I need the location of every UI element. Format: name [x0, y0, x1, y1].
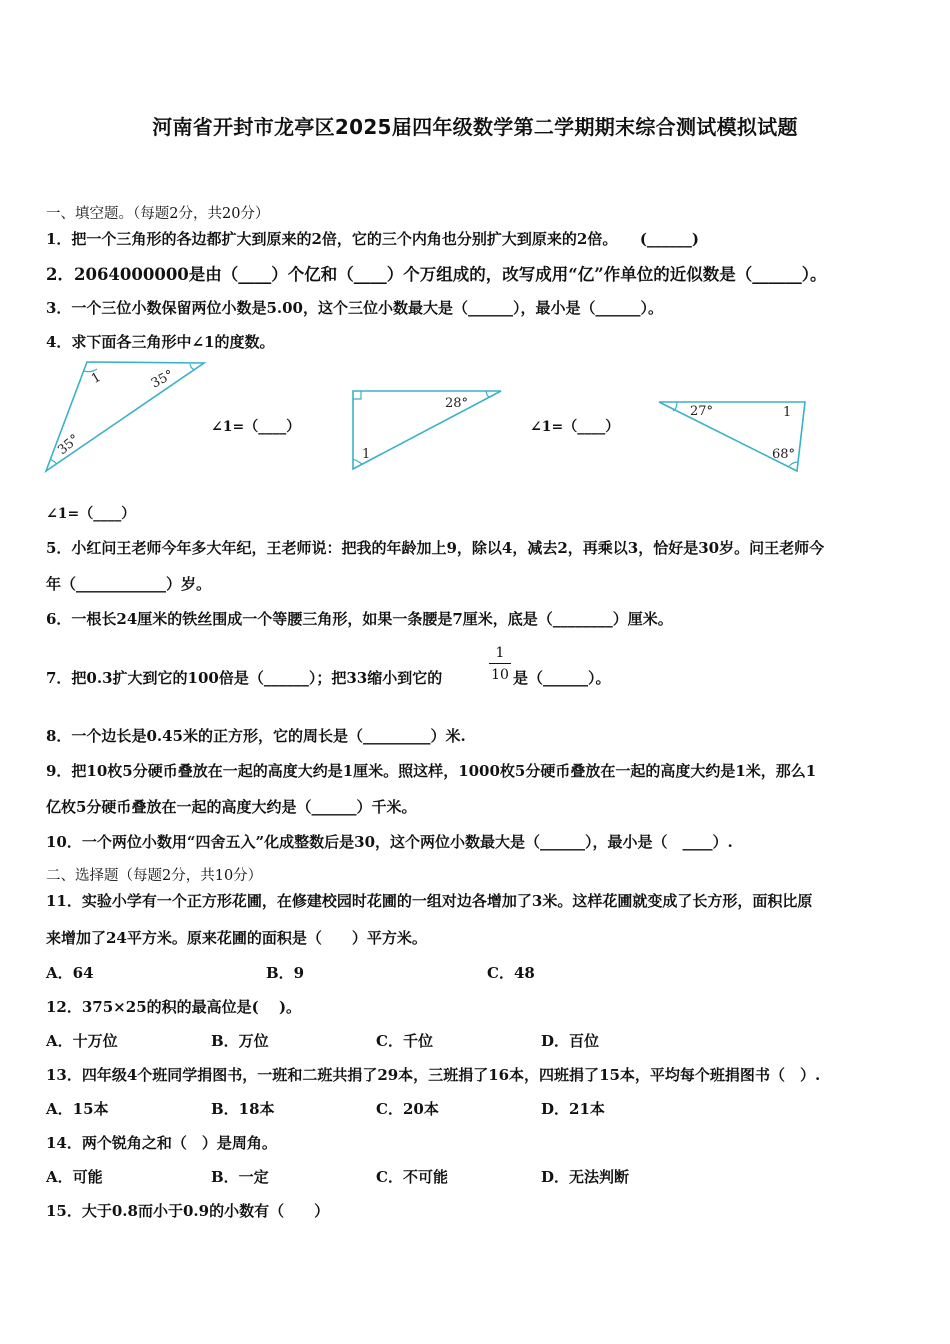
q14-option-a: A．可能 — [46, 1168, 103, 1186]
q13-option-c: C．20本 — [376, 1100, 439, 1118]
fraction-one-tenth — [489, 643, 511, 686]
q13-option-b: B．18本 — [211, 1100, 275, 1118]
triangle-2-angle-mark — [353, 459, 362, 464]
triangle-2-shape — [353, 391, 501, 469]
q14-option-b: B．一定 — [211, 1168, 269, 1186]
question-9-line-1: 9．把10枚5分硬币叠放在一起的高度大约是1厘米。照这样，1000枚5分硬币叠放在一起的高度大约是1米，那么1 — [46, 762, 817, 780]
triangle-2-angle-1: 1 — [362, 447, 371, 462]
triangle-1-shape — [46, 362, 204, 471]
right-angle-mark — [353, 391, 361, 399]
triangle-figure-2 — [350, 389, 506, 473]
question-15: 15．大于0.8而小于0.9的小数有（ ） — [46, 1202, 330, 1220]
question-11-line-2: 来增加了24平方米。原来花圃的面积是（ ）平方米。 — [46, 929, 427, 947]
q11-option-a: A．64 — [46, 964, 94, 982]
triangle-1-angle-1: 1 — [89, 369, 104, 387]
question-5-line-1: 5．小红问王老师今年多大年纪，王老师说：把我的年龄加上9，除以4，减去2，再乘以3，恰好是30岁。问王老师今 — [46, 539, 825, 557]
triangle-3-angle-1: 1 — [783, 405, 792, 420]
question-7-part-2: 是（______）。 — [513, 669, 611, 687]
question-5-line-2: 年（____________）岁。 — [46, 575, 212, 593]
answer-angle-3: ∠1=（____） — [46, 506, 136, 522]
triangle-2-angle-28: 28° — [445, 396, 469, 411]
q13-option-a: A．15本 — [46, 1100, 109, 1118]
question-14: 14．两个锐角之和（ ）是周角。 — [46, 1134, 277, 1152]
triangle-figure-1 — [44, 360, 208, 474]
question-3: 3．一个三位小数保留两位小数是5.00，这个三位小数最大是（______），最小是（______）。 — [46, 299, 663, 317]
question-6: 6．一根长24厘米的铁丝围成一个等腰三角形，如果一条腰是7厘米，底是（________）厘米。 — [46, 610, 673, 628]
question-9-line-2: 亿枚5分硬币叠放在一起的高度大约是（______）千米。 — [46, 798, 417, 816]
q11-option-c: C．48 — [487, 964, 535, 982]
answer-angle-2: ∠1=（____） — [530, 419, 620, 435]
page-title: 河南省开封市龙亭区2025届四年级数学第二学期期末综合测试模拟试题 — [152, 115, 798, 139]
triangle-3-angle-mark — [789, 462, 798, 466]
q13-option-d: D．21本 — [541, 1100, 605, 1118]
q12-option-a: A．十万位 — [46, 1032, 118, 1050]
question-11-line-1: 11．实验小学有一个正方形花圃，在修建校园时花圃的一组对边各增加了3米。这样花圃就变成了长方形，面积比原 — [46, 892, 813, 910]
q12-option-b: B．万位 — [211, 1032, 269, 1050]
triangle-1-angle-mark — [50, 459, 57, 464]
question-8: 8．一个边长是0.45米的正方形，它的周长是（_________）米. — [46, 727, 466, 745]
answer-angle-1: ∠1=（____） — [211, 419, 301, 435]
question-2: 2．2064000000是由（____）个亿和（____）个万组成的，改写成用“亿”作单位的近似数是（______）。 — [46, 265, 827, 284]
triangle-1-angle-35-bottom: 35° — [55, 431, 83, 459]
question-4: 4．求下面各三角形中∠1的度数。 — [46, 333, 275, 351]
q11-option-b: B．9 — [266, 964, 305, 982]
q12-option-d: D．百位 — [541, 1032, 600, 1050]
q14-option-c: C．不可能 — [376, 1168, 448, 1186]
question-13: 13．四年级4个班同学捐图书，一班和二班共捐了29本，三班捐了16本，四班捐了15本，平均每个班捐图书（ ）. — [46, 1066, 821, 1084]
triangle-3-angle-27: 27° — [690, 404, 714, 419]
question-1: 1．把一个三角形的各边都扩大到原来的2倍，它的三个内角也分别扩大到原来的2倍。 (______) — [46, 230, 700, 248]
question-12: 12．375×25的积的最高位是( )。 — [46, 998, 302, 1016]
section-heading-choice: 二、选择题（每题2分，共10分） — [46, 868, 263, 884]
triangle-1-angle-35-top: 35° — [148, 367, 177, 392]
q12-option-c: C．千位 — [376, 1032, 433, 1050]
triangle-2-angle-mark — [486, 391, 490, 397]
question-7-part-1: 7．把0.3扩大到它的100倍是（______）；把33缩小到它的 — [46, 669, 443, 687]
q14-option-d: D．无法判断 — [541, 1168, 630, 1186]
section-heading-fill-blank: 一、填空题。（每题2分，共20分） — [46, 206, 270, 222]
question-10: 10．一个两位小数用“四舍五入”化成整数后是30，这个两位小数最大是（______），最小是（ ____）. — [46, 833, 733, 851]
triangle-3-angle-68: 68° — [772, 447, 796, 462]
triangle-figure-3 — [657, 400, 809, 474]
fraction-denominator: 10 — [491, 667, 509, 683]
fraction-numerator: 1 — [489, 643, 511, 664]
